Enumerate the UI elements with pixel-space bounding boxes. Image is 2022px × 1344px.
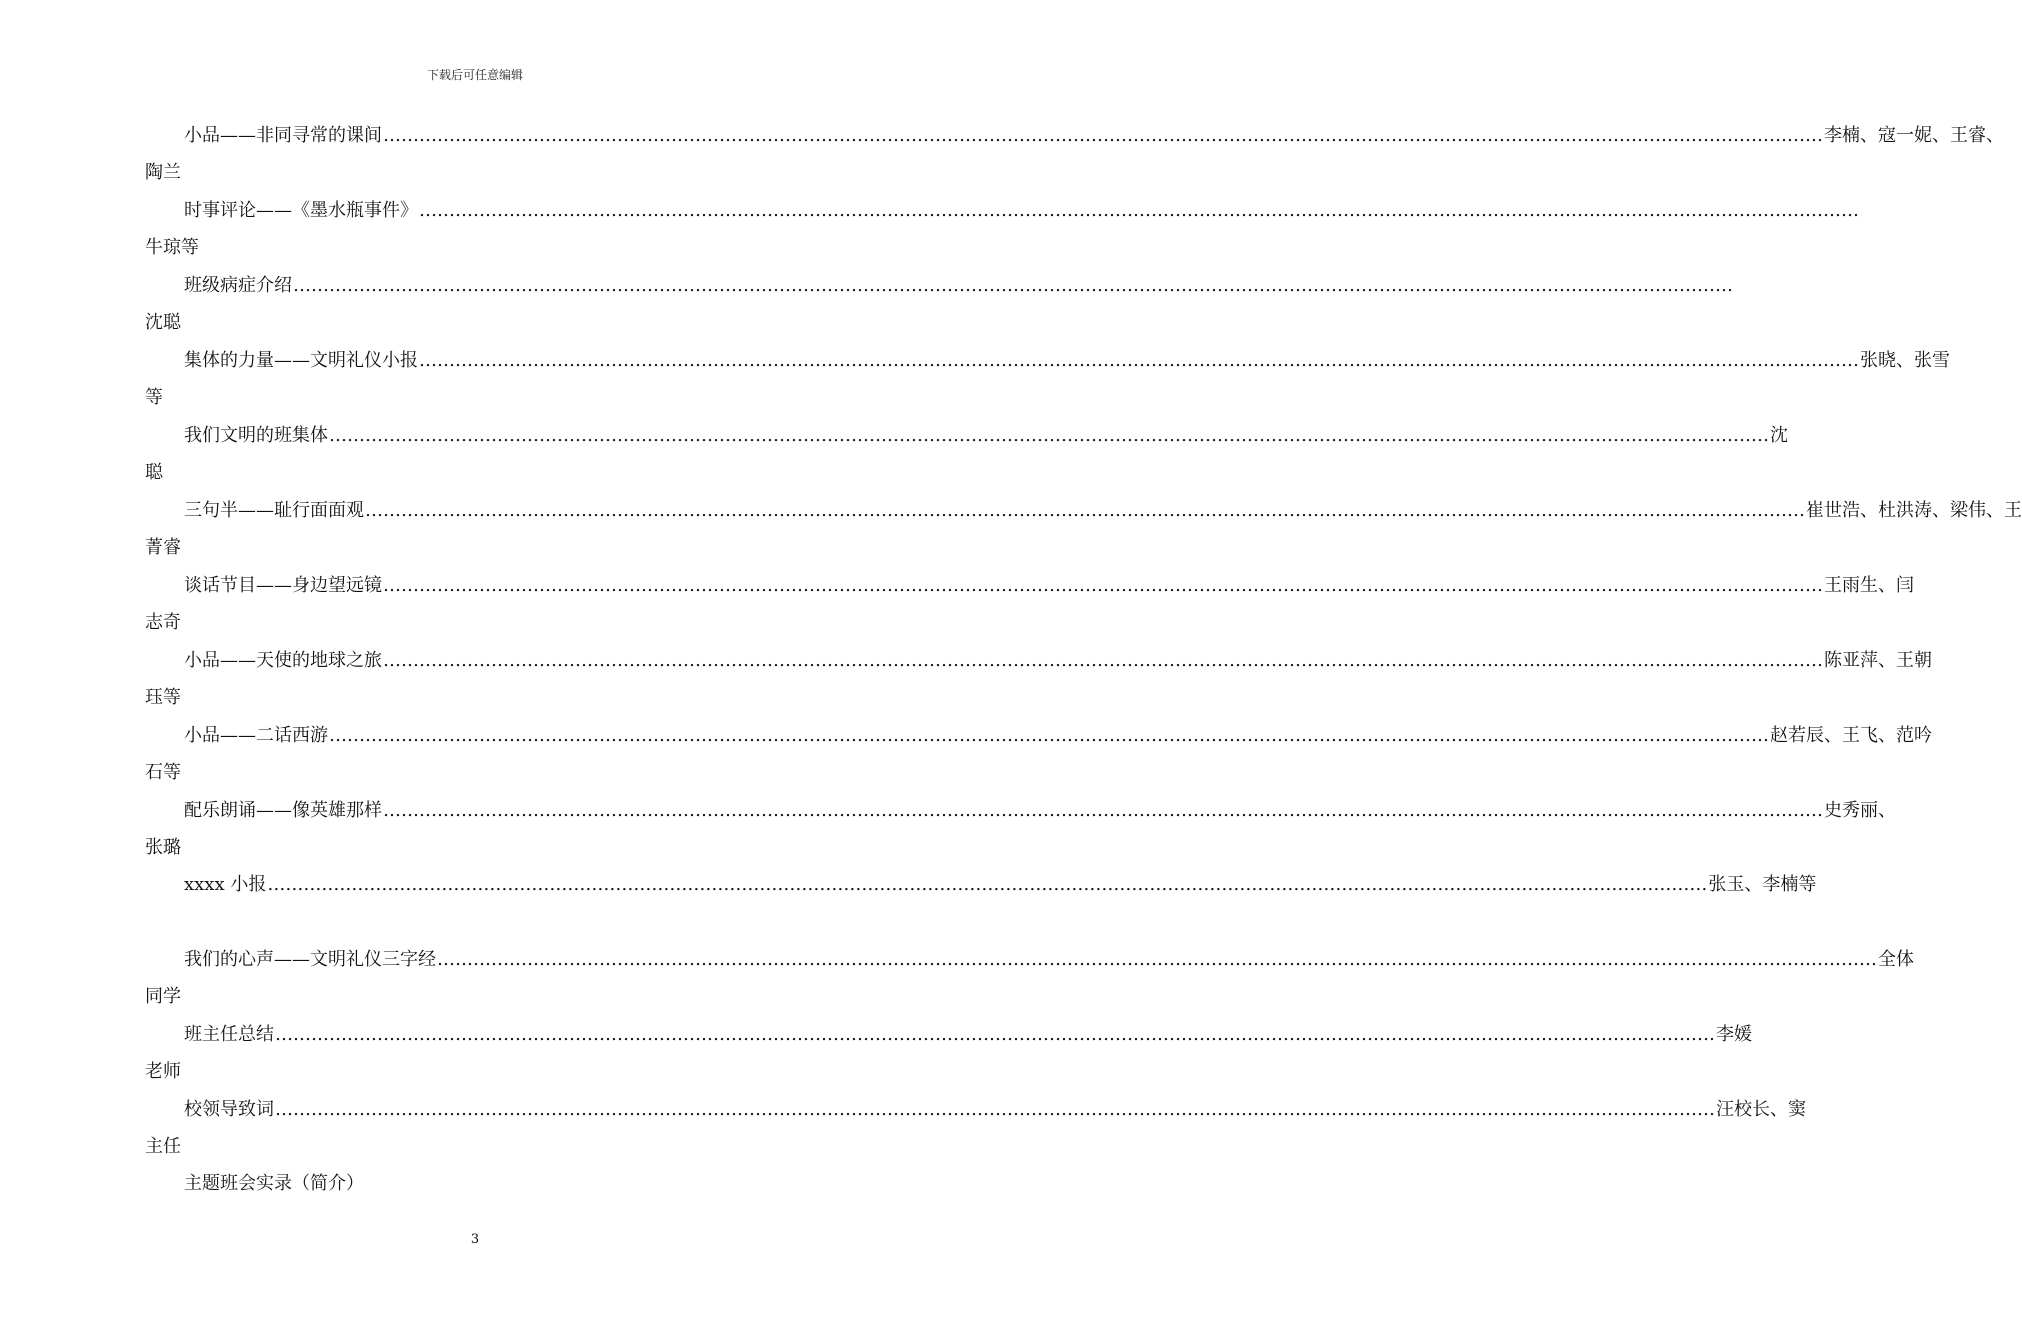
item-title: 时事评论——《墨水瓶事件》: [184, 200, 418, 221]
section-heading: 主题班会实录（简介）: [184, 1173, 364, 1194]
programme-item: [184, 499, 2022, 523]
item-performers: 王雨生、闫: [1824, 575, 1914, 596]
item-continuation: 主任: [145, 1136, 181, 1157]
item-performers: 陈亚萍、王朝: [1824, 650, 1932, 671]
item-title: 谈话节目——身边望远镜: [184, 575, 382, 596]
item-performers: 全体: [1878, 949, 1914, 970]
programme-item: [184, 199, 1859, 223]
item-title: 小品——二话西游: [184, 725, 328, 746]
programme-item: [184, 424, 1788, 448]
item-continuation: 石等: [145, 762, 181, 783]
leader-dots: ……………………………………………………………………………………………………………………………………………………………………………………………………………………: [437, 949, 1877, 970]
item-title: 校领导致词: [184, 1099, 274, 1120]
leader-dots: ……………………………………………………………………………………………………………………………………………………………………………………………………………………: [267, 874, 1708, 895]
leader-dots: ……………………………………………………………………………………………………………………………………………………………………………………………………………………: [293, 275, 1733, 296]
item-title: 我们文明的班集体: [184, 425, 328, 446]
item-continuation: 牛琼等: [145, 237, 199, 258]
leader-dots: ……………………………………………………………………………………………………………………………………………………………………………………………………………………: [383, 575, 1823, 596]
item-continuation: 珏等: [145, 687, 181, 708]
item-title: 配乐朗诵——像英雄那样: [184, 800, 382, 821]
leader-dots: ……………………………………………………………………………………………………………………………………………………………………………………………………………………: [329, 425, 1769, 446]
item-performers: 赵若辰、王飞、范吟: [1770, 725, 1932, 746]
page-number: 3: [470, 1232, 480, 1247]
leader-dots: ……………………………………………………………………………………………………………………………………………………………………………………………………………………: [275, 1024, 1715, 1045]
programme-item: [184, 948, 1914, 972]
item-title: 小品——非同寻常的课间: [184, 125, 382, 146]
programme-item: [184, 1023, 1752, 1047]
programme-item: [184, 724, 1932, 748]
item-continuation: 同学: [145, 986, 181, 1007]
programme-item: [184, 274, 1733, 298]
item-title: 小品——天使的地球之旅: [184, 650, 382, 671]
item-performers: 史秀丽、: [1824, 800, 1896, 821]
item-performers: 张玉、李楠等: [1708, 874, 1817, 895]
item-title: 我们的心声——文明礼仪三字经: [184, 949, 436, 970]
programme-item: [184, 124, 2004, 148]
item-continuation: 志奇: [145, 612, 181, 633]
item-title: 集体的力量——文明礼仪小报: [184, 350, 418, 371]
item-performers: 汪校长、窦: [1716, 1099, 1806, 1120]
item-performers: 沈: [1770, 425, 1788, 446]
item-continuation: 等: [145, 387, 163, 408]
programme-item: [184, 349, 1950, 373]
leader-dots: ……………………………………………………………………………………………………………………………………………………………………………………………………………………: [329, 725, 1769, 746]
leader-dots: ……………………………………………………………………………………………………………………………………………………………………………………………………………………: [383, 800, 1823, 821]
item-continuation: 陶兰: [145, 162, 181, 183]
leader-dots: ……………………………………………………………………………………………………………………………………………………………………………………………………………………: [419, 200, 1859, 221]
leader-dots: ……………………………………………………………………………………………………………………………………………………………………………………………………………………: [383, 650, 1823, 671]
item-performers: 崔世浩、杜洪涛、梁伟、王: [1806, 500, 2022, 521]
programme-item: [184, 649, 1932, 673]
item-continuation: 张璐: [145, 837, 181, 858]
leader-dots: ……………………………………………………………………………………………………………………………………………………………………………………………………………………: [383, 125, 1823, 146]
item-title: 三句半——耻行面面观: [184, 500, 364, 521]
item-performers: 李媛: [1716, 1024, 1752, 1045]
leader-dots: ……………………………………………………………………………………………………………………………………………………………………………………………………………………: [275, 1099, 1715, 1120]
item-title: 班级病症介绍: [184, 275, 292, 296]
leader-dots: ……………………………………………………………………………………………………………………………………………………………………………………………………………………: [365, 500, 1805, 521]
item-title: 班主任总结: [184, 1024, 274, 1045]
programme-item: [184, 799, 1896, 823]
page-header: 下载后可任意编辑: [426, 68, 523, 82]
item-continuation: 沈聪: [145, 312, 181, 333]
programme-item: [184, 873, 1817, 897]
item-continuation: 菁睿: [145, 537, 181, 558]
item-continuation: 老师: [145, 1061, 181, 1082]
programme-item: [184, 1098, 1806, 1122]
programme-item: [184, 574, 1914, 598]
leader-dots: ……………………………………………………………………………………………………………………………………………………………………………………………………………………: [419, 350, 1859, 371]
item-continuation: 聪: [145, 462, 163, 483]
item-performers: 李楠、寇一妮、王睿、: [1824, 125, 2004, 146]
item-performers: 张晓、张雪: [1860, 350, 1950, 371]
item-title: xxxx 小报: [184, 874, 267, 895]
